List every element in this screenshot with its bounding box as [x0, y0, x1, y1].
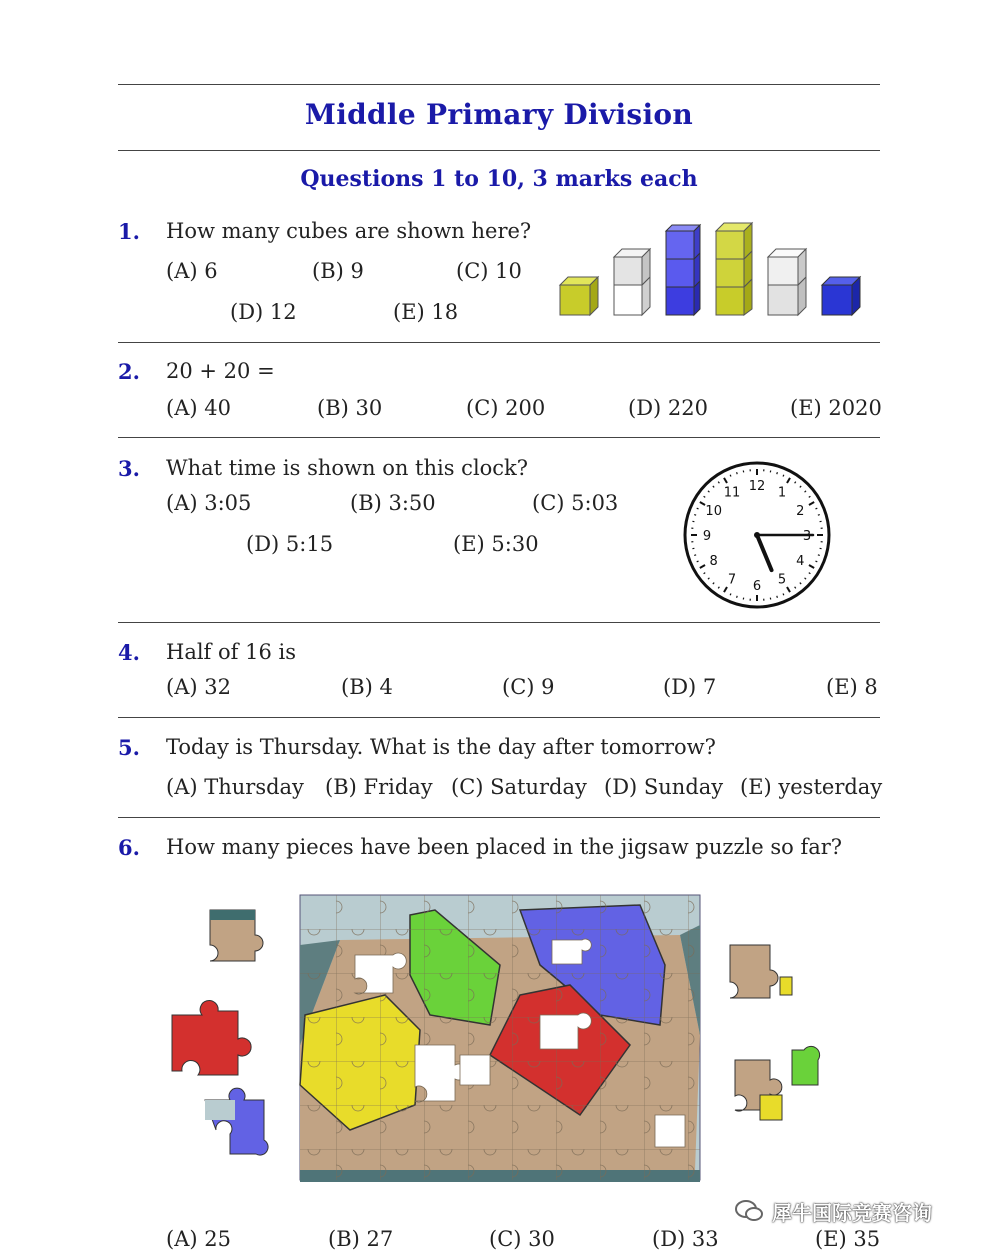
q2-option-d[interactable]: (D) 220 — [628, 396, 708, 420]
q1-option-d[interactable]: (D) 12 — [230, 300, 297, 324]
q5-option-c[interactable]: (C) Saturday — [451, 775, 587, 799]
clock-tick — [777, 472, 778, 474]
clock-tick — [783, 593, 784, 595]
top-rule — [118, 84, 880, 85]
clock-tick — [694, 515, 696, 516]
question-6-number: 6. — [118, 835, 140, 860]
clock-numeral: 12 — [748, 479, 766, 494]
clock-tick — [697, 508, 699, 509]
q1-option-e[interactable]: (E) 18 — [393, 300, 459, 324]
question-4-number: 4. — [118, 640, 140, 665]
cube-stack-blue — [666, 225, 700, 315]
question-4-text: Half of 16 is — [166, 640, 296, 664]
divider-q5 — [118, 817, 880, 818]
clock-tick — [730, 475, 731, 477]
question-1-text: How many cubes are shown here? — [166, 219, 532, 243]
divider-q2 — [118, 437, 880, 438]
question-1-number: 1. — [118, 219, 140, 244]
q4-option-d[interactable]: (D) 7 — [663, 675, 717, 699]
clock-tick — [697, 561, 699, 562]
cubes-figure — [550, 215, 870, 325]
q1-option-a[interactable]: (A) 6 — [166, 259, 218, 283]
q3-option-d[interactable]: (D) 5:15 — [246, 532, 334, 556]
q1-option-b[interactable]: (B) 9 — [312, 259, 364, 283]
clock-tick — [730, 593, 731, 595]
clock-numeral: 2 — [796, 504, 805, 519]
clock-numeral: 8 — [709, 554, 718, 569]
clock-tick — [777, 596, 778, 598]
q4-option-b[interactable]: (B) 4 — [341, 675, 393, 699]
q5-option-e[interactable]: (E) yesterday — [740, 775, 883, 799]
clock-numeral: 11 — [723, 485, 741, 501]
question-2-number: 2. — [118, 359, 140, 384]
clock-tick — [818, 515, 820, 516]
clock-tick — [737, 596, 738, 598]
q5-option-b[interactable]: (B) Friday — [325, 775, 433, 799]
question-6-text: How many pieces have been placed in the jigsaw puzzle so far? — [166, 835, 843, 859]
wechat-logo-icon — [734, 1196, 764, 1226]
q6-option-a[interactable]: (A) 25 — [166, 1227, 231, 1251]
clock-tick — [818, 555, 820, 556]
q4-option-c[interactable]: (C) 9 — [502, 675, 555, 699]
q2-option-c[interactable]: (C) 200 — [466, 396, 546, 420]
q5-option-a[interactable]: (A) Thursday — [166, 775, 304, 799]
section-subtitle: Questions 1 to 10, 3 marks each — [300, 166, 698, 192]
title-rule — [118, 150, 880, 151]
clock-numeral: 3 — [802, 529, 812, 544]
watermark-text: 犀牛国际竞赛咨询 — [772, 1201, 932, 1225]
q4-option-a[interactable]: (A) 32 — [166, 675, 231, 699]
clock-numeral: 9 — [702, 529, 712, 544]
clock-numeral: 5 — [777, 572, 787, 588]
clock-figure — [680, 458, 834, 612]
q4-option-e[interactable]: (E) 8 — [826, 675, 878, 699]
q6-option-d[interactable]: (D) 33 — [652, 1227, 719, 1251]
clock-tick — [694, 555, 696, 556]
clock-numeral: 6 — [752, 579, 762, 594]
divider-q4 — [118, 717, 880, 718]
q6-option-b[interactable]: (B) 27 — [328, 1227, 394, 1251]
divider-q3 — [118, 622, 880, 623]
clock-tick — [815, 508, 817, 509]
question-5-number: 5. — [118, 735, 140, 760]
division-title: Middle Primary Division — [304, 98, 694, 131]
cube-darkblue — [822, 277, 860, 315]
cube-stack-white-1 — [614, 249, 650, 315]
q3-option-c[interactable]: (C) 5:03 — [532, 491, 619, 515]
cube-stack-yellow — [716, 223, 752, 315]
q5-option-d[interactable]: (D) Sunday — [604, 775, 724, 799]
q6-option-e[interactable]: (E) 35 — [815, 1227, 881, 1251]
q3-option-e[interactable]: (E) 5:30 — [453, 532, 539, 556]
question-3-number: 3. — [118, 456, 140, 481]
clock-numeral: 4 — [796, 554, 805, 569]
clock-tick — [815, 561, 817, 562]
q2-option-e[interactable]: (E) 2020 — [790, 396, 882, 420]
q1-option-c[interactable]: (C) 10 — [456, 259, 522, 283]
clock-tick — [783, 475, 784, 477]
divider-q1 — [118, 342, 880, 343]
jigsaw-figure — [160, 885, 840, 1190]
q6-option-c[interactable]: (C) 30 — [489, 1227, 555, 1251]
question-3-text: What time is shown on this clock? — [166, 456, 529, 480]
question-2-text: 20 + 20 = — [166, 359, 275, 383]
q2-option-a[interactable]: (A) 40 — [166, 396, 231, 420]
question-5-text: Today is Thursday. What is the day after tomorrow? — [166, 735, 716, 759]
clock-numeral: 10 — [705, 504, 722, 519]
q2-option-b[interactable]: (B) 30 — [317, 396, 383, 420]
q3-option-a[interactable]: (A) 3:05 — [166, 491, 252, 515]
clock-numeral: 1 — [777, 485, 787, 501]
clock-tick — [737, 472, 738, 474]
cube-yellow-1 — [560, 277, 598, 315]
clock-numeral: 7 — [727, 572, 737, 588]
cube-stack-white-2 — [768, 249, 806, 315]
q3-option-b[interactable]: (B) 3:50 — [350, 491, 436, 515]
